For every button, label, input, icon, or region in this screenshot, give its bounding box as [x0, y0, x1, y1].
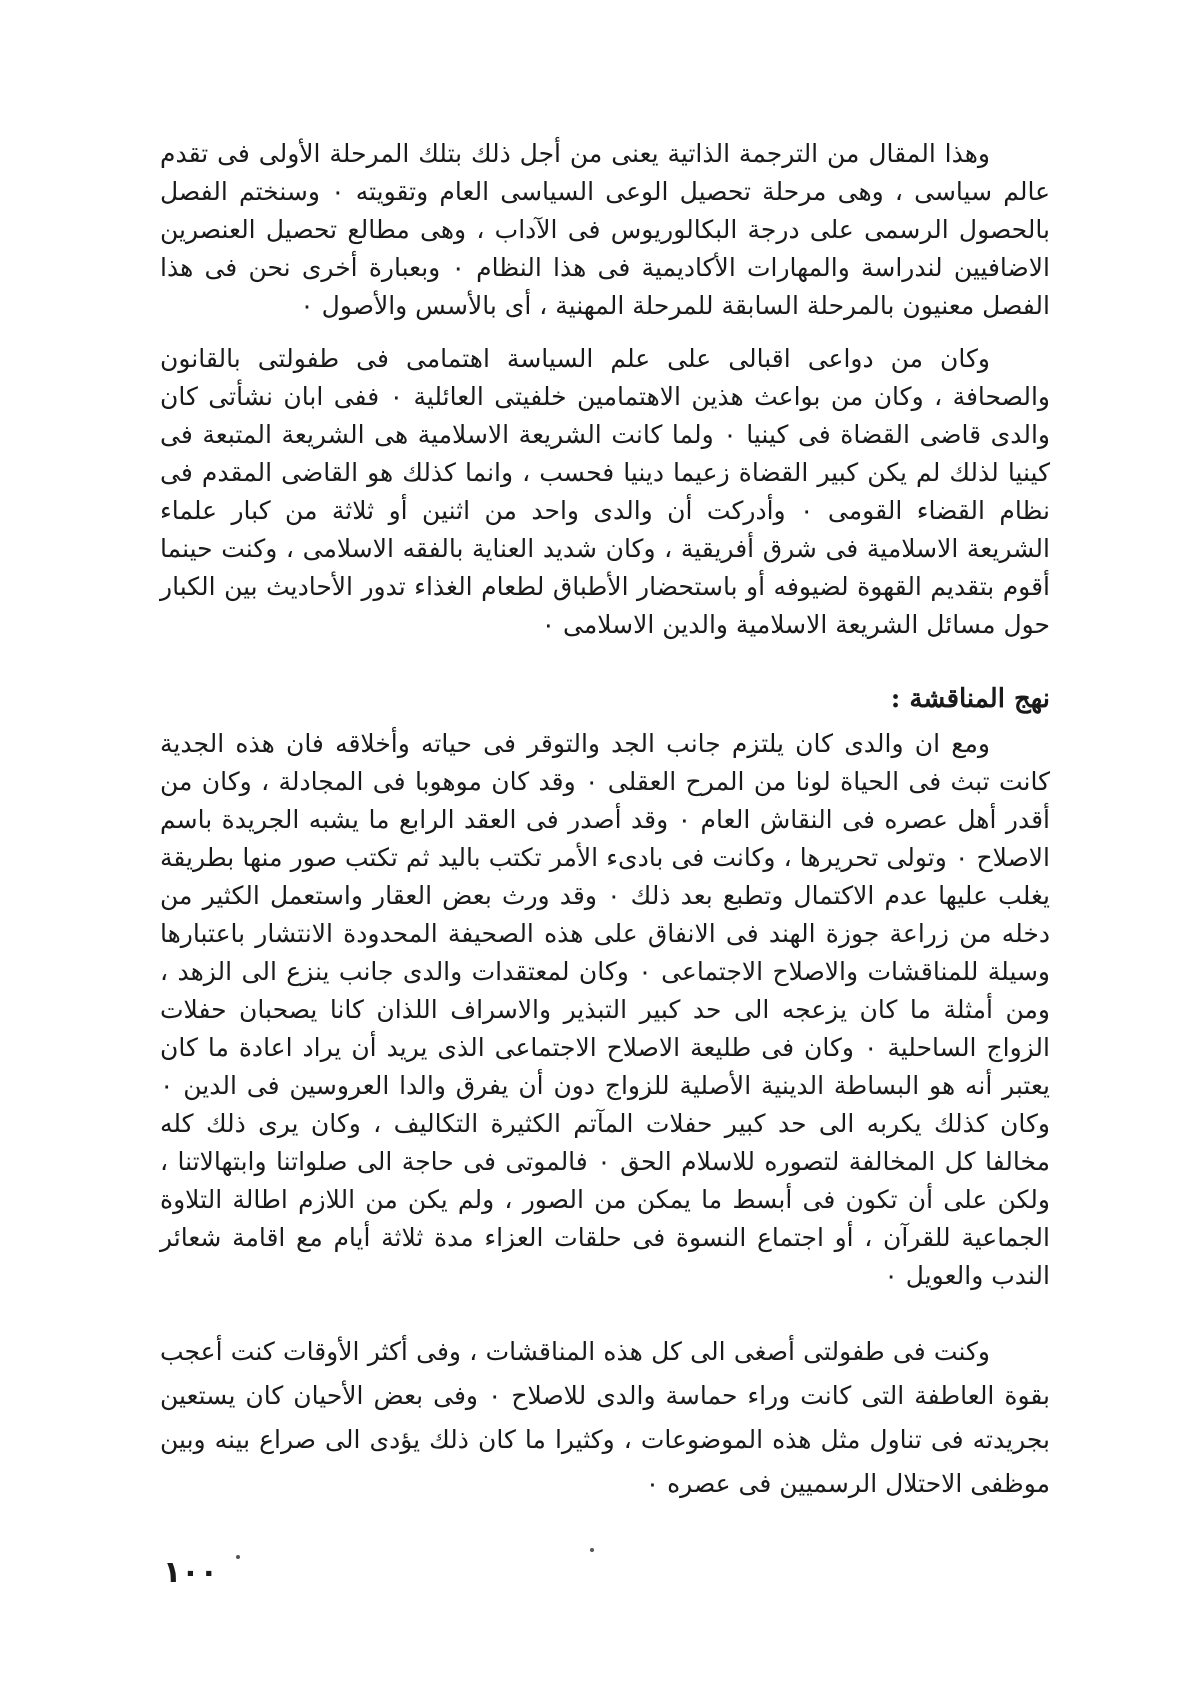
section-heading-text: نهج المناقشة : [890, 684, 1050, 714]
paragraph-4 [160, 1330, 1050, 1506]
paragraph-3 [160, 725, 1050, 1295]
paragraph-4-text: وكنت فى طفولتى أصغى الى كل هذه المناقشات ، وفى أكثر الأوقات كنت أعجب بقوة العاطفة التى كانت وراء حماسة والدى للاصلاح ٠ وفى بعض الأحيان كان يستعين بجريدته فى تناول مثل هذه الموضوعات ، وكثيرا ما كان ذلك يؤدى الى صراع بينه وبين موظفى الاحتلال الرسميين فى عصره ٠ [160, 1337, 1050, 1498]
scan-speck [590, 1548, 594, 1552]
paragraph-2 [160, 340, 1050, 644]
paragraph-3-text: ومع ان والدى كان يلتزم جانب الجد والتوقر فى حياته وأخلاقه فان هذه الجدية كانت تبث فى الحياة لونا من المرح العقلى ٠ وقد كان موهوبا فى المجادلة ، وكان من أقدر أهل عصره فى النقاش العام ٠ وقد أصدر فى العقد الرابع ما يشبه الجريدة باسم الاصلاح ٠ وتولى تحريرها ، وكانت فى بادىء الأمر تكتب باليد ثم تكتب صور منها بطريقة يغلب عليها عدم الاكتمال وتطبع بعد ذلك ٠ وقد ورث بعض العقار واستعمل الكثير من دخله من زراعة جوزة الهند فى الانفاق على هذه الصحيفة المحدودة الانتشار باعتبارها وسيلة للمناقشات والاصلاح الاجتماعى ٠ وكان لمعتقدات والدى جانب ينزع الى الزهد ، ومن أمثلة ما كان يزعجه الى حد كبير التبذير والاسراف اللذان كانا يصحبان حفلات الزواج الساحلية ٠ وكان فى طليعة الاصلاح الاجتماعى الذى يريد أن يراد اعادة ما كان يعتبر أنه هو البساطة الدينية الأصلية للزواج دون أن يفرق والدا العروسين فى الدين ٠ وكان كذلك يكربه الى حد كبير حفلات المآتم الكثيرة التكاليف ، وكان يرى ذلك كله مخالفا كل المخالفة لتصوره للاسلام الحق ٠ فالموتى فى حاجة الى صلواتنا وابتهالاتنا ، ولكن على أن تكون فى أبسط ما يمكن من الصور ، ولم يكن من اللازم اطالة التلاوة الجماعية للقرآن ، أو اجتماع النسوة فى حلقات العزاء مدة ثلاثة أيام مع اقامة شعائر الندب والعويل ٠ [160, 729, 1051, 1290]
scan-speck [236, 1555, 240, 1559]
page-number: ١٠٠ [163, 1555, 218, 1590]
section-heading [160, 680, 1050, 718]
paragraph-2-text: وكان من دواعى اقبالى على علم السياسة اهتمامى فى طفولتى بالقانون والصحافة ، وكان من بواعث هذين الاهتمامين خلفيتى العائلية ٠ ففى ابان نشأتى كان والدى قاضى القضاة فى كينيا ٠ ولما كانت الشريعة الاسلامية هى الشريعة المتبعة فى كينيا لذلك لم يكن كبير القضاة زعيما دينيا فحسب ، وانما كذلك هو القاضى المقدم فى نظام القضاء القومى ٠ وأدركت أن والدى واحد من اثنين أو ثلاثة من كبار علماء الشريعة الاسلامية فى شرق أفريقية ، وكان شديد العناية بالفقه الاسلامى ، وكنت حينما أقوم بتقديم القهوة لضيوفه أو باستحضار الأطباق لطعام الغذاء تدور الأحاديث بين الكبار حول مسائل الشريعة الاسلامية والدين الاسلامى ٠ [160, 344, 1050, 639]
paragraph-1-text: وهذا المقال من الترجمة الذاتية يعنى من أجل ذلك بتلك المرحلة الأولى فى تقدم عالم سياسى ، وهى مرحلة تحصيل الوعى السياسى العام وتقويته ٠ وسنختم الفصل بالحصول الرسمى على درجة البكالوريوس فى الآداب ، وهى مطالع تحصيل العنصرين الاضافيين لندراسة والمهارات الأكاديمية فى هذا النظام ٠ وبعبارة أخرى نحن فى هذا الفصل معنيون بالمرحلة السابقة للمرحلة المهنية ، أى بالأسس والأصول ٠ [160, 139, 1050, 320]
paragraph-1 [160, 135, 1050, 325]
